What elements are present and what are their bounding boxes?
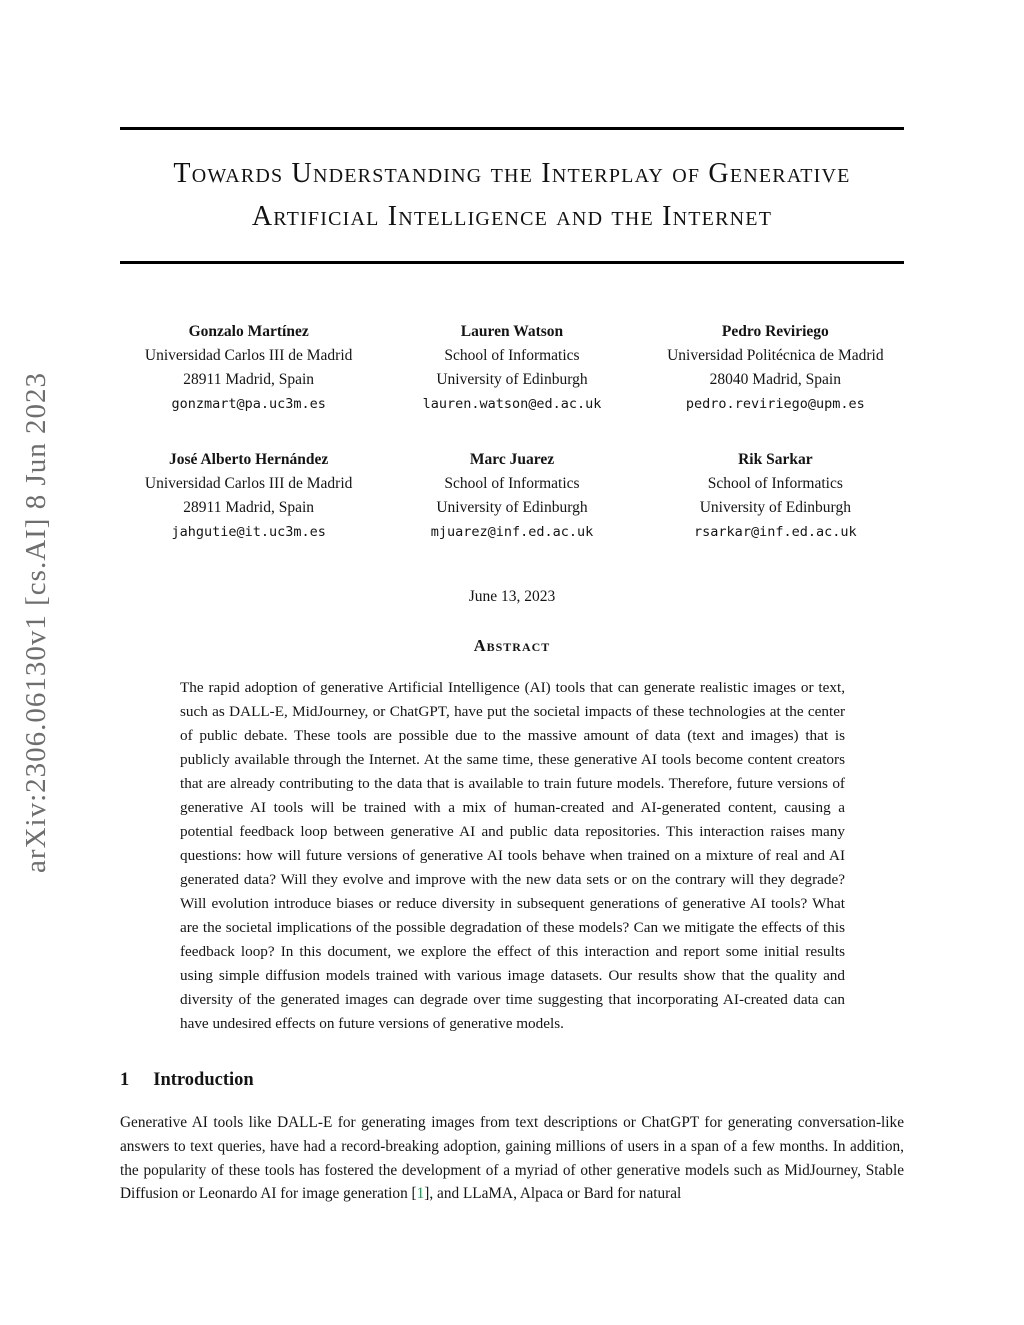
section-heading-introduction (120, 1070, 904, 1091)
section-title: Introduction (153, 1070, 254, 1090)
author-email: lauren.watson@ed.ac.uk (422, 396, 602, 412)
author-affiliation: 28040 Madrid, Spain (709, 371, 841, 388)
citation-1-link[interactable]: 1 (416, 1185, 425, 1203)
paper-title-line2: Artificial Intelligence and the Internet (251, 201, 773, 232)
author-affiliation: School of Informatics (707, 475, 843, 492)
paper-title-line1: Towards Understanding the Interplay of Generative (173, 158, 851, 189)
author-card (383, 320, 640, 416)
author-name: Lauren Watson (460, 323, 564, 340)
author-email: rsarkar@inf.ed.ac.uk (694, 524, 857, 540)
abstract-heading: Abstract (473, 636, 551, 655)
author-affiliation: University of Edinburgh (436, 499, 588, 516)
author-affiliation: Universidad Carlos III de Madrid (144, 347, 353, 364)
abstract-text: The rapid adoption of generative Artificial Intelligence (AI) tools that can generate realistic images or text, such as DALL-E, MidJourney, or ChatGPT, have put the societal impacts of these technologies at the center of public debate. These tools are possible due to the massive amount of data (text and images) that is publicly available through the Internet. At the same time, these generative AI tools become content creators that are already contributing to the data that is available to train future models. Therefore, future versions of generative AI tools will be trained with a mix of human-created and AI-generated content, causing a potential feedback loop between generative AI and public data repositories. This interaction raises many questions: how will future versions of generative AI tools behave when trained on a mixture of real and AI generated data? Will they evolve and improve with the new data sets or on the contrary will they degrade? Will evolution introduce biases or reduce diversity in subsequent generations of generative AI tools? What are the societal implications of the possible degradation of these models? Can we mitigate the effects of this feedback loop? In this document, we explore the effect of this interaction and report some initial results using simple diffusion models trained with various image datasets. Our results show that the quality and diversity of the generated images can degrade over time suggesting that incorporating AI-created data can have undesired effects on future versions of generative models. (180, 679, 845, 1032)
author-email: mjuarez@inf.ed.ac.uk (430, 524, 594, 540)
author-card (120, 448, 377, 544)
paper-title (120, 152, 904, 238)
author-card (120, 320, 377, 416)
author-name: José Alberto Hernández (169, 451, 329, 468)
author-name: Rik Sarkar (738, 451, 813, 468)
author-name: Gonzalo Martínez (188, 323, 309, 340)
arxiv-watermark: arXiv:2306.06130v1 [cs.AI] 8 Jun 2023 (20, 372, 52, 873)
author-card (647, 320, 904, 416)
title-rule-bottom (120, 261, 904, 264)
paper-date: June 13, 2023 (468, 588, 556, 605)
author-affiliation: Universidad Politécnica de Madrid (667, 347, 884, 364)
author-card (647, 448, 904, 544)
title-rule-top (120, 127, 904, 130)
author-email: jahgutie@it.uc3m.es (171, 524, 326, 540)
author-affiliation: 28911 Madrid, Spain (183, 371, 315, 388)
author-email: gonzmart@pa.uc3m.es (171, 396, 326, 412)
author-card (383, 448, 640, 544)
paper-page (120, 0, 904, 1206)
author-block (120, 320, 904, 544)
intro-paragraph (120, 1111, 904, 1206)
author-name: Marc Juarez (469, 451, 555, 468)
author-affiliation: 28911 Madrid, Spain (183, 499, 315, 516)
author-affiliation: University of Edinburgh (436, 371, 588, 388)
intro-text-after-citation: ], and LLaMA, Alpaca or Bard for natural (424, 1185, 682, 1203)
author-affiliation: Universidad Carlos III de Madrid (144, 475, 353, 492)
author-email: pedro.reviriego@upm.es (685, 396, 865, 412)
author-name: Pedro Reviriego (721, 323, 829, 340)
author-affiliation: School of Informatics (444, 347, 580, 364)
intro-text-before-citation: Generative AI tools like DALL-E for generating images from text descriptions or ChatGPT for generating conversation-like answers to text queries, have had a record-breaking adoption, gaining millions of users in a span of a few months. In addition, the popularity of these tools has fostered the development of a myriad of other generative models such as MidJourney, Stable Diffusion or Leonardo AI for image generation [ (120, 1114, 904, 1203)
section-number: 1 (120, 1070, 130, 1090)
author-affiliation: University of Edinburgh (699, 499, 851, 516)
author-affiliation: School of Informatics (444, 475, 580, 492)
